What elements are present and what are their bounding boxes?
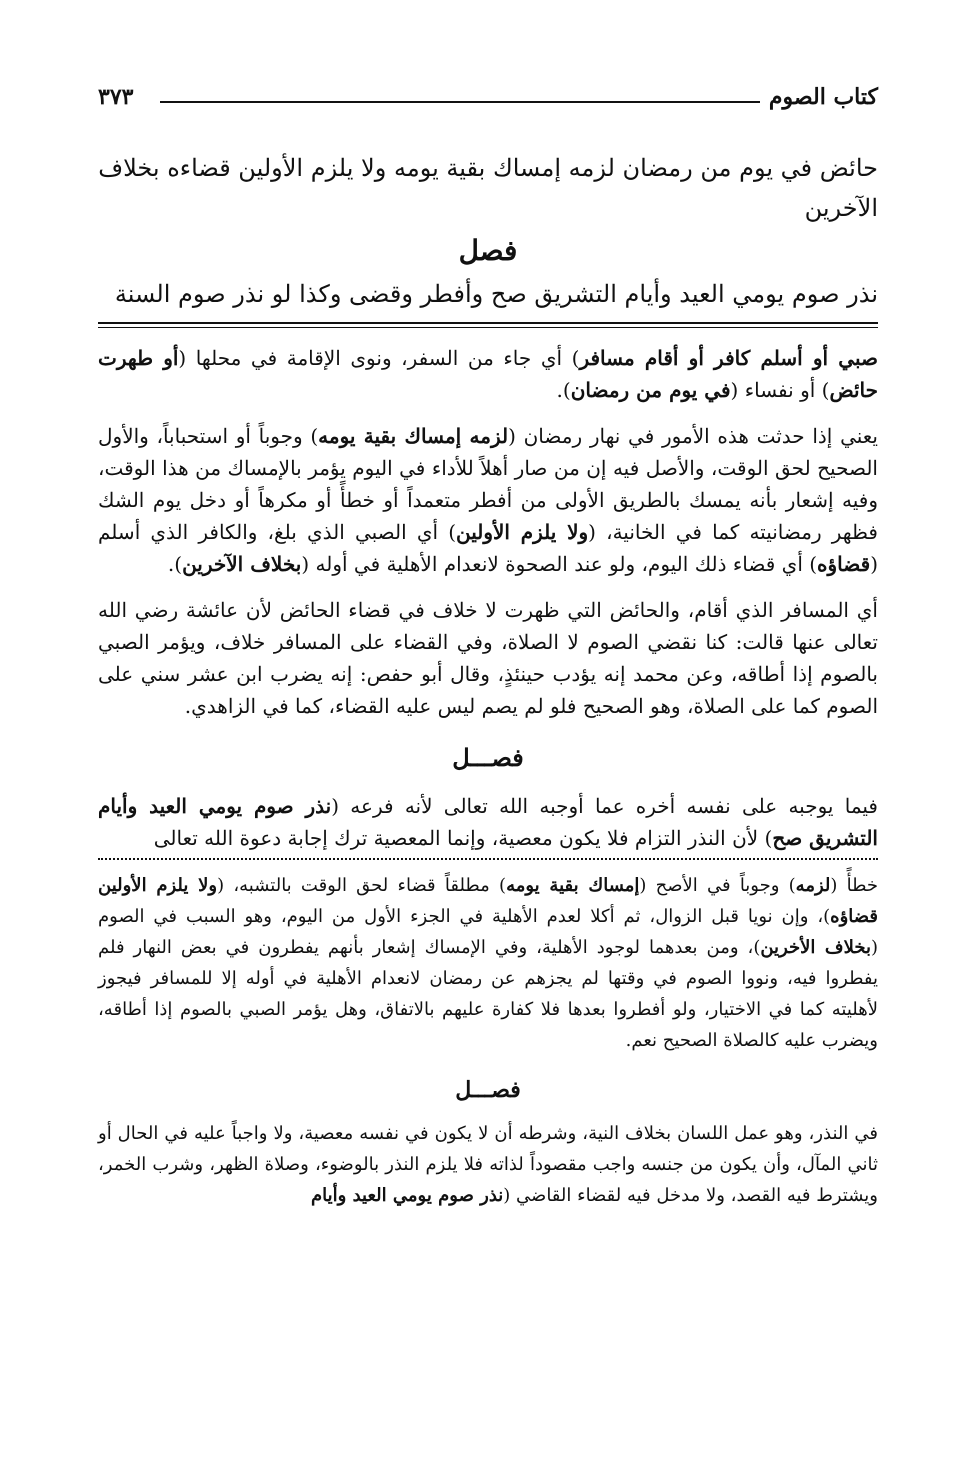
bold-matn-quote: نذر صوم يومي العيد وأيام التشريق صح [98, 794, 878, 850]
page-number: ٣٧٣ [98, 84, 134, 110]
commentary-text: ) لأن النذر التزام فلا يكون معصية، وإنما المعصية ترك إجابة دعوة الله تعالى [153, 826, 773, 850]
bold-matn-quote: ولا يلزم الأولين قضاؤه [98, 875, 878, 927]
lower-paragraph-2 [98, 1118, 878, 1211]
lower-commentary [98, 870, 878, 1211]
matn-divider-thin [98, 327, 878, 328]
bold-matn-quote: صبي أو أسلم كافر أو أقام مسافر [579, 346, 878, 370]
commentary-text: ) أي الصبي الذي بلغ، والكافر الذي أسلم ( [98, 520, 878, 576]
commentary-text: فيما يوجبه على نفسه أخره عما أوجبه الله تعالى لأنه فرعه ( [331, 794, 878, 818]
bold-matn-quote: لزمه إمساك بقية يومه [318, 424, 509, 448]
running-header [98, 82, 878, 118]
commentary [98, 342, 878, 854]
header-rule [160, 101, 760, 103]
matn-line-2: نذر صوم يومي العيد وأيام التشريق صح وأفطر وقضى وكذا لو نذر صوم السنة [114, 280, 878, 308]
commentary-text: )، ومن بعدهما لوجود الأهلية، وفي الإمساك إشعار بأنهم يفطرون في بعض النهار فلم يفطروا فيه، ونووا الصوم في وقتها لم يجزهم عن رمضان لانعدام الأهلية في أوله إلا للمسافر فيجوز لأهليته كما في الاختيار، ولو أفطروا بعدها فلا كفارة عليهم بالاتفاق، وهل يؤمر الصبي بالصوم إذا أطاقه، ويضرب عليه كالصلاة الصحيح نعم. [98, 937, 878, 1051]
lower-paragraph-1 [98, 870, 878, 1056]
matn-text [98, 148, 878, 314]
bold-matn-quote: بخلاف الأخرين [760, 937, 871, 958]
bold-matn-quote: لزمه [795, 875, 831, 896]
bold-matn-quote: في يوم من رمضان [570, 378, 731, 402]
commentary-text: خطأً ( [830, 875, 878, 896]
commentary-text: يعني إذا حدثت هذه الأمور في نهار رمضان ( [508, 424, 878, 448]
commentary-paragraph-3 [98, 594, 878, 722]
lower-section-heading: فصـــل [455, 1077, 521, 1103]
commentary-section-heading: فصـــل [452, 743, 524, 772]
bold-matn-quote: قضاؤه [817, 552, 871, 576]
commentary-text: ). [556, 378, 571, 402]
commentary-text: أي المسافر الذي أقام، والحائض التي ظهرت لا خلاف في قضاء الحائض لأن عائشة رضي الله تعالى عنها قالت: كنا نقضي الصوم لا الصلاة، وفي القضاء على المسافر خلاف، ويؤمر الصبي بالصوم إذا أطاقه، وعن محمد إنه يؤدب حينئذٍ، وقال أبو حفص: إنه يضرب ابن عشر سني على الصوم كما على الصلاة، وهو الصحيح فلو لم يصم ليس عليه القضاء، كما في الزاهدي. [98, 598, 878, 718]
commentary-text: ) أو نفساء ( [730, 378, 830, 402]
commentary-text: ) وجوباً أو استحباباً، والأول الصحيح لحق الوقت، والأصل فيه إن من صار أهلاً للأداء في اليوم يؤمر بالإمساك من هذا الوقت، وفيه إشعار بأنه يمسك بالطريق الأولى من أفطر متعمداً أو خطأً أو مكرهاً أو دخل يوم الشك فظهر رمضانيته كما في الخانية، ( [98, 424, 878, 544]
bold-matn-quote: بخلاف الآخرين [182, 552, 302, 576]
book-title: كتاب الصوم [768, 84, 878, 110]
bold-matn-quote: إمساك بقية يومه [506, 875, 640, 896]
page [98, 82, 878, 1225]
commentary-paragraph-4 [98, 790, 878, 854]
matn-line-1: حائض في يوم من رمضان لزمه إمساك بقية يومه ولا يلزم الأولين قضاءه بخلاف الآخرين [98, 154, 878, 222]
commentary-paragraph-1 [98, 342, 878, 406]
commentary-text: ) أي جاء من السفر، ونوى الإقامة في محلها ( [178, 346, 580, 370]
bold-matn-quote: ولا يلزم الأولين [456, 520, 589, 544]
commentary-text: ) وجوباً في الأصح ( [639, 875, 796, 896]
matn-divider [98, 322, 878, 324]
commentary-text: ) أي قضاء ذلك اليوم، ولو عند الصحوة لانعدام الأهلية في أوله ( [301, 552, 818, 576]
footnote-separator [98, 858, 878, 860]
commentary-text: ) مطلقاً قضاء لحق الوقت بالتشبه، ( [217, 875, 507, 896]
bold-matn-quote: نذر صوم يومي العيد وأيام [311, 1185, 504, 1206]
bold-matn-quote: أو طهرت حائض [98, 346, 878, 402]
commentary-text: )، وإن نويا قبل الزوال، ثم أكلا لعدم الأهلية في الجزء الأول من اليوم، وهو السبب في الصوم ( [98, 906, 878, 958]
commentary-text: ). [167, 552, 183, 576]
matn-heading: فصل [458, 234, 518, 267]
commentary-paragraph-2 [98, 420, 878, 580]
commentary-text: في النذر، وهو عمل اللسان بخلاف النية، وشرطه أن لا يكون في نفسه معصية، ولا واجباً عليه في الحال أو ثاني المآل، وأن يكون من جنسه واجب مقصوداً لذاته فلا يلزم النذر بالوضوء، وصلاة الظهر، وشرب الخمر، ويشترط فيه القصد، ولا مدخل فيه لقضاء القاضي ( [98, 1123, 878, 1206]
